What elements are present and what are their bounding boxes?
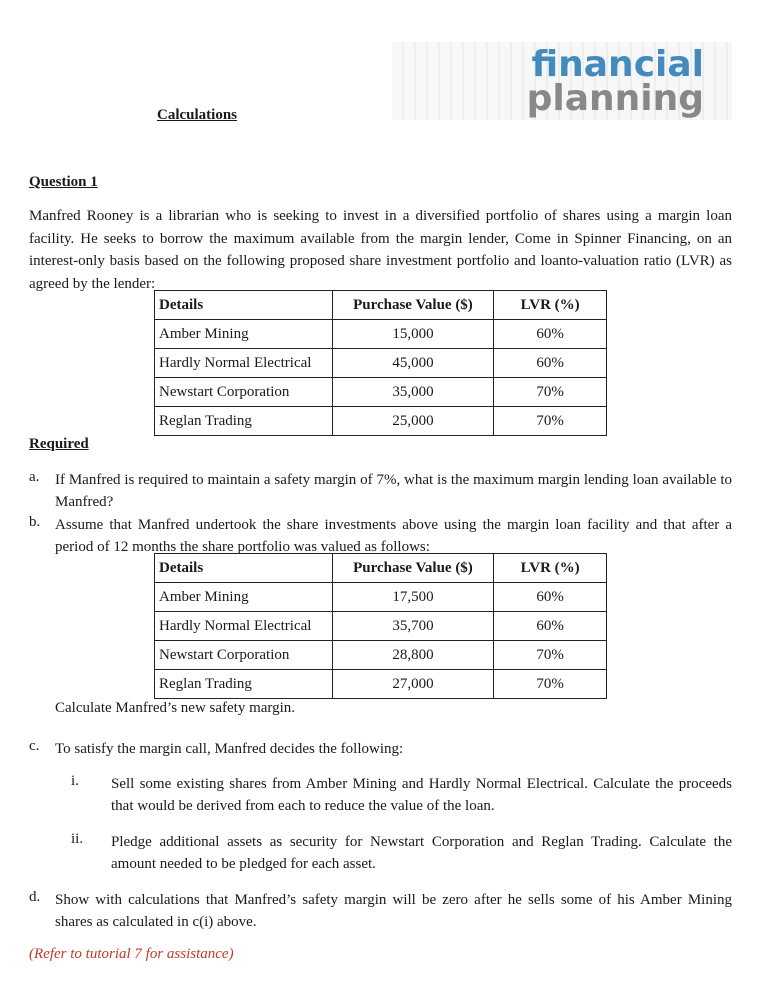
item-b-label: b. — [29, 514, 41, 530]
cell-purchase-value: 25,000 — [332, 407, 494, 436]
cell-details: Reglan Trading — [155, 670, 333, 699]
header-purchase-value: Purchase Value ($) — [332, 291, 494, 320]
item-c-text: To satisfy the margin call, Manfred decides the following: — [55, 741, 404, 757]
item-a-label: a. — [29, 469, 40, 485]
question-intro: Manfred Rooney is a librarian who is seeking to invest in a diversified portfolio of shares using a margin loan facility. He seeks to borrow the maximum available from the margin lender, Come in Spinner Financing, on an interest-only basis based on the following proposed share investment portfolio and loanto-valuation ratio (LVR) as agreed by the lender: — [29, 208, 732, 292]
item-c-label: c. — [29, 738, 40, 754]
header-lvr: LVR (%) — [494, 291, 607, 320]
header-details: Details — [155, 291, 333, 320]
cell-details: Amber Mining — [155, 320, 333, 349]
cell-lvr: 70% — [494, 407, 607, 436]
item-a-text: If Manfred is required to maintain a safety margin of 7%, what is the maximum margin lending loan available to Manfred? — [55, 472, 732, 510]
item-c-ii-label: ii. — [71, 831, 84, 847]
cell-lvr: 60% — [494, 612, 607, 641]
page-heading: Calculations — [157, 107, 238, 123]
table-row — [155, 583, 607, 612]
revalued-portfolio-table — [154, 553, 607, 699]
question-title: Question 1 — [29, 174, 98, 190]
financial-planning-logo — [392, 42, 732, 120]
table-row — [155, 612, 607, 641]
cell-lvr: 60% — [494, 320, 607, 349]
cell-details: Newstart Corporation — [155, 378, 333, 407]
table-row — [155, 378, 607, 407]
cell-purchase-value: 35,000 — [332, 378, 494, 407]
item-c-i-label: i. — [71, 773, 79, 789]
cell-lvr: 70% — [494, 378, 607, 407]
header-details: Details — [155, 554, 333, 583]
cell-lvr: 60% — [494, 349, 607, 378]
table-header-row — [155, 291, 607, 320]
logo-line-2: planning — [526, 78, 704, 119]
item-c-ii-text: Pledge additional assets as security for Newstart Corporation and Reglan Trading. Calculate the amount needed to be pledged for each asset. — [111, 834, 732, 872]
cell-details: Amber Mining — [155, 583, 333, 612]
cell-purchase-value: 27,000 — [332, 670, 494, 699]
header-purchase-value: Purchase Value ($) — [332, 554, 494, 583]
cell-lvr: 70% — [494, 641, 607, 670]
cell-details: Reglan Trading — [155, 407, 333, 436]
item-d-text: Show with calculations that Manfred’s safety margin will be zero after he sells some of his Amber Mining shares as calculated in c(i) above. — [55, 892, 732, 930]
tutorial-note: (Refer to tutorial 7 for assistance) — [29, 946, 234, 962]
cell-lvr: 70% — [494, 670, 607, 699]
cell-details: Newstart Corporation — [155, 641, 333, 670]
required-title: Required — [29, 436, 89, 452]
item-d-label: d. — [29, 889, 41, 905]
table-row — [155, 349, 607, 378]
cell-purchase-value: 17,500 — [332, 583, 494, 612]
cell-purchase-value: 15,000 — [332, 320, 494, 349]
logo-line-1: financial — [531, 44, 704, 85]
item-c-i-text: Sell some existing shares from Amber Mining and Hardly Normal Electrical. Calculate the proceeds that would be derived from each to reduce the value of the loan. — [111, 776, 732, 814]
cell-details: Hardly Normal Electrical — [155, 349, 333, 378]
table-row — [155, 320, 607, 349]
header-lvr: LVR (%) — [494, 554, 607, 583]
cell-details: Hardly Normal Electrical — [155, 612, 333, 641]
table-row — [155, 641, 607, 670]
cell-purchase-value: 35,700 — [332, 612, 494, 641]
table-row — [155, 407, 607, 436]
item-b-followup: Calculate Manfred’s new safety margin. — [55, 700, 296, 716]
cell-purchase-value: 45,000 — [332, 349, 494, 378]
table-header-row — [155, 554, 607, 583]
table-row — [155, 670, 607, 699]
cell-purchase-value: 28,800 — [332, 641, 494, 670]
item-b-text: Assume that Manfred undertook the share investments above using the margin loan facility and that after a period of 12 months the share portfolio was valued as follows: — [55, 517, 732, 555]
portfolio-table — [154, 290, 607, 436]
cell-lvr: 60% — [494, 583, 607, 612]
